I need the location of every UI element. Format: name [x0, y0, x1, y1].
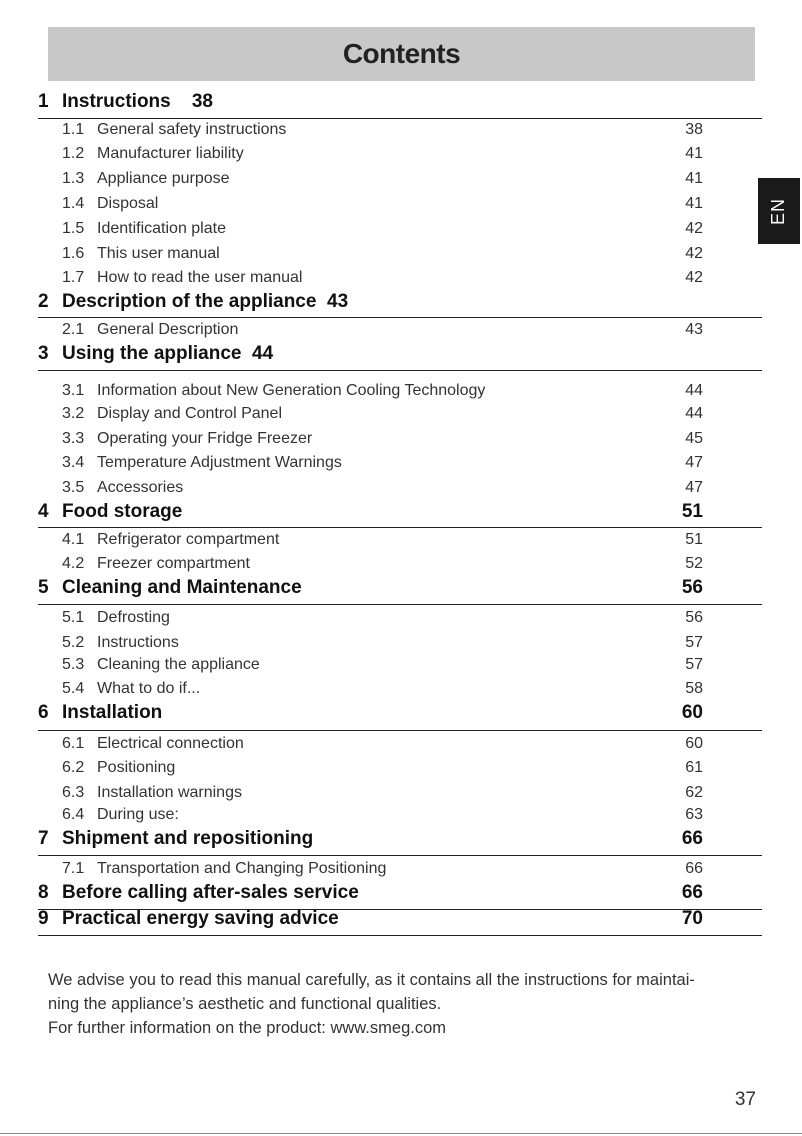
section-rule [38, 730, 762, 731]
section-title: Instructions 38 [62, 91, 213, 112]
section-page: 66 [681, 828, 703, 849]
section-rule [38, 855, 762, 856]
section-rule [38, 118, 762, 119]
section-page: 70 [681, 908, 703, 929]
section-page: 60 [681, 702, 703, 723]
language-tab-label: EN [768, 197, 789, 225]
section-page: 38 [191, 91, 213, 112]
page-number: 37 [734, 1089, 756, 1110]
section-rule [38, 935, 762, 936]
section-rule [38, 370, 762, 371]
section-page: 51 [681, 501, 703, 522]
section-rule [38, 527, 762, 528]
page-title: Contents [342, 38, 461, 69]
section-number: 1 [38, 91, 49, 112]
table-of-contents: 1 Instructions 38 1.1 General safety instructions 38 1.2 Manufacturer liability 41 1.3 Appliance purpose 41 1.4 Disposal 41 1.5 Identification plate 42 1.6 This user manual 42 1.7 How to read the user manual 42 2 Description of the appliance 43 2.1 General Description 43 3 Using the appliance 44 3.1 Information about New Generation Cooling Technology 44 3.2 Display and Control Panel 44 3.3 Operating your Fridge Freezer 45 3.4 Temperature Adjustment Warnings 47 3.5 Accessories 47 4 Food storage 51 4.1 Refrigerator compartment 51 4.2 Freezer compartment 52 5 Cleaning and Maintenance 56 5.1 Defrosting 56 5.2 Instructions 57 5.3 Cleaning the appliance 57 5.4 What to do if... 58 6 Installation 60 6.1 Electrical connection 60 6.2 Positioning 61 6.3 Installation warnings 62 6.4 During use: 63 7 Shipment and repositioning 66 7.1 Transportation and Changing Positioning 66 8 Before calling after-sales service 66 9 Practical energy saving advice 70 [0, 0, 802, 1136]
advice-line-2: ning the appliance’s aesthetic and functional qualities. [48, 995, 442, 1013]
section-rule [38, 317, 762, 318]
section-page: 66 [681, 882, 703, 903]
section-page: 44 [252, 343, 274, 364]
advice-line-1: We advise you to read this manual carefully, as it contains all the instructions for maintai- [48, 971, 695, 989]
advice-line-3: For further information on the product: www.smeg.com [48, 1019, 446, 1037]
advice-note [48, 968, 768, 1040]
section-page: 56 [681, 577, 703, 598]
bottom-divider [0, 1133, 802, 1134]
section-page: 43 [327, 291, 349, 312]
section-rule [38, 604, 762, 605]
